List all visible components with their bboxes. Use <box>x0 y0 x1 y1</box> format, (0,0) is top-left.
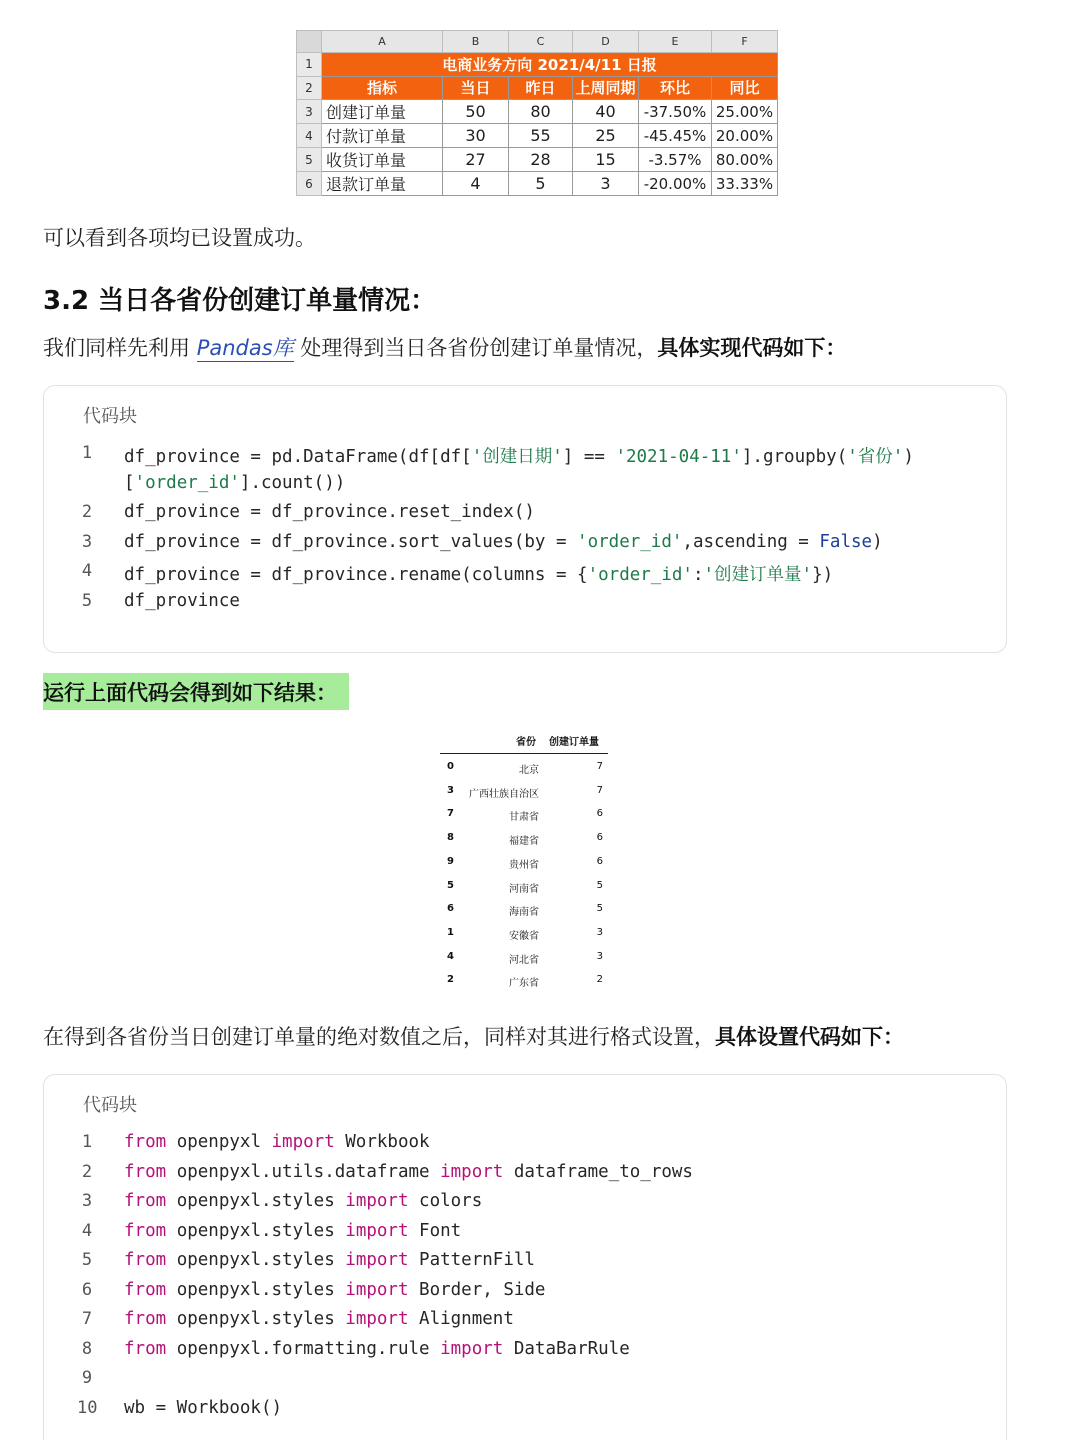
dataframe-count: 2 <box>596 974 603 986</box>
line-number: 3 <box>81 531 93 552</box>
paragraph-intro <box>43 332 846 362</box>
excel-row <box>297 100 778 124</box>
excel-col-header: C <box>509 31 573 53</box>
dataframe-province: 河南省 <box>509 883 539 895</box>
code-text: ['order_id'].count()) <box>124 472 346 493</box>
line-number: 2 <box>81 502 93 522</box>
excel-header-cell: 指标 <box>322 76 443 100</box>
dataframe-count: 7 <box>596 784 603 796</box>
dataframe-count: 7 <box>596 761 603 772</box>
dataframe-row <box>440 903 608 923</box>
excel-column-header-row <box>297 31 778 53</box>
excel-cell: 退款订单量 <box>322 172 443 196</box>
dataframe-count: 6 <box>596 855 603 867</box>
excel-cell: 40 <box>573 100 639 124</box>
excel-cell: -37.50% <box>639 100 712 124</box>
dataframe-index: 9 <box>447 855 454 867</box>
dataframe-row <box>440 785 608 805</box>
excel-row <box>297 124 778 148</box>
excel-cell: 20.00% <box>712 124 778 148</box>
dataframe-province: 广西壮族自治区 <box>469 788 539 800</box>
paragraph-bold: 具体实现代码如下： <box>657 336 847 360</box>
excel-header-cell: 昨日 <box>509 76 573 100</box>
dataframe-index: 6 <box>447 903 454 915</box>
excel-row-number: 1 <box>297 53 322 77</box>
line-number: 1 <box>81 443 93 463</box>
excel-cell: 25 <box>573 124 639 148</box>
line-number: 10 <box>77 1397 98 1418</box>
dataframe-index: 4 <box>447 950 454 962</box>
code-text: df_province = df_province.reset_index() <box>124 502 535 522</box>
excel-col-header: A <box>322 31 443 53</box>
code-text: from openpyxl.styles import Font <box>124 1220 462 1241</box>
dataframe-header-rule <box>440 753 608 754</box>
code-text: from openpyxl.styles import Alignment <box>124 1309 514 1329</box>
dataframe-row <box>440 832 608 852</box>
dataframe-count: 5 <box>596 879 603 891</box>
dataframe-province: 广东省 <box>509 978 539 990</box>
excel-cell: 80.00% <box>712 148 778 172</box>
dataframe-index: 7 <box>447 808 454 820</box>
line-number: 2 <box>81 1161 93 1182</box>
excel-row <box>297 53 778 77</box>
dataframe-count: 6 <box>596 808 603 820</box>
dataframe-count: 3 <box>596 926 603 938</box>
line-number: 5 <box>81 1250 93 1270</box>
dataframe-province: 安徽省 <box>509 930 539 942</box>
dataframe-row <box>440 927 608 947</box>
line-number: 3 <box>81 1191 93 1211</box>
excel-cell: 4 <box>443 172 509 196</box>
code-block-2 <box>43 1074 1007 1440</box>
dataframe-province: 甘肃省 <box>509 812 539 824</box>
dataframe-row <box>440 856 608 876</box>
paragraph-text: 我们同样先利用 <box>43 336 197 360</box>
dataframe-province: 北京 <box>519 765 539 776</box>
dataframe-index: 5 <box>447 879 454 891</box>
excel-header-cell: 环比 <box>639 76 712 100</box>
paragraph-text: 处理得到当日各省份创建订单量情况， <box>293 336 658 360</box>
code-text: df_province = df_province.sort_values(by = 'order_id',ascending = False) <box>124 531 883 552</box>
dataframe-index: 1 <box>447 926 454 938</box>
excel-cell: -20.00% <box>639 172 712 196</box>
code-text: from openpyxl.utils.dataframe import dataframe_to_rows <box>124 1161 693 1182</box>
excel-cell: 50 <box>443 100 509 124</box>
code-text: df_province = pd.DataFrame(df[df['创建日期'] == '2021-04-11'].groupby('省份') <box>124 447 914 467</box>
dataframe-row <box>440 974 608 994</box>
dataframe-province: 河北省 <box>509 954 539 966</box>
line-number: 5 <box>81 590 93 611</box>
excel-cell: 3 <box>573 172 639 196</box>
dataframe-row <box>440 951 608 971</box>
excel-cell: 付款订单量 <box>322 124 443 148</box>
excel-corner <box>297 31 322 53</box>
excel-cell: 25.00% <box>712 100 778 124</box>
excel-cell: 80 <box>509 100 573 124</box>
code-text: from openpyxl.formatting.rule import DataBarRule <box>124 1338 630 1359</box>
code-text: df_province <box>124 590 240 611</box>
excel-cell: 55 <box>509 124 573 148</box>
excel-cell: -3.57% <box>639 148 712 172</box>
excel-screenshot <box>296 30 778 196</box>
code-text: from openpyxl.styles import Border, Side <box>124 1279 546 1300</box>
line-number: 4 <box>81 561 93 581</box>
paragraph-text: 在得到各省份当日创建订单量的绝对数值之后，同样对其进行格式设置， <box>43 1025 715 1049</box>
dataframe-row <box>440 761 608 781</box>
excel-header-cell: 上周同期 <box>573 76 639 100</box>
dataframe-province: 贵州省 <box>509 859 539 871</box>
code-text: df_province = df_province.rename(columns = {'order_id':'创建订单量'}) <box>124 565 834 585</box>
code-block-label: 代码块 <box>83 1095 137 1116</box>
excel-cell: 33.33% <box>712 172 778 196</box>
excel-cell: 5 <box>509 172 573 196</box>
line-number: 6 <box>81 1279 93 1300</box>
code-text: from openpyxl.styles import PatternFill <box>124 1250 535 1270</box>
excel-cell: 15 <box>573 148 639 172</box>
line-number: 8 <box>81 1338 93 1359</box>
excel-row <box>297 148 778 172</box>
excel-col-header: E <box>639 31 712 53</box>
paragraph-format <box>43 1021 904 1051</box>
pandas-link[interactable]: Pandas库 <box>196 336 294 360</box>
code-block-label: 代码块 <box>83 406 137 427</box>
line-number: 4 <box>81 1220 93 1241</box>
excel-row-number: 5 <box>297 148 322 172</box>
line-number: 7 <box>81 1309 93 1329</box>
dataframe-count: 3 <box>596 950 603 962</box>
dataframe-index: 0 <box>447 761 454 772</box>
excel-cell: 收货订单量 <box>322 148 443 172</box>
excel-row <box>297 76 778 100</box>
dataframe-index: 3 <box>447 784 454 796</box>
paragraph-success: 可以看到各项均已设置成功。 <box>43 226 316 250</box>
excel-row-number: 3 <box>297 100 322 124</box>
code-text: wb = Workbook() <box>124 1397 283 1418</box>
dataframe-row <box>440 808 608 828</box>
dataframe-index: 2 <box>447 974 454 986</box>
highlighted-caption: 运行上面代码会得到如下结果： <box>43 673 349 710</box>
excel-cell: 30 <box>443 124 509 148</box>
excel-header-cell: 当日 <box>443 76 509 100</box>
code-text: from openpyxl import Workbook <box>124 1132 430 1152</box>
excel-row <box>297 172 778 196</box>
excel-col-header: F <box>712 31 778 53</box>
excel-title-cell: 电商业务方向 2021/4/11 日报 <box>322 53 778 77</box>
section-heading: 3.2 当日各省份创建订单量情况： <box>43 286 437 316</box>
line-number: 9 <box>81 1368 93 1388</box>
excel-col-header: D <box>573 31 639 53</box>
paragraph-bold: 具体设置代码如下： <box>715 1025 904 1049</box>
dataframe-column-header: 创建订单量 <box>549 737 599 748</box>
line-number: 1 <box>81 1132 93 1152</box>
dataframe-province: 福建省 <box>509 836 539 848</box>
excel-col-header: B <box>443 31 509 53</box>
dataframe-count: 5 <box>596 903 603 915</box>
code-block-1 <box>43 385 1007 653</box>
dataframe-count: 6 <box>596 832 603 844</box>
excel-cell: 28 <box>509 148 573 172</box>
excel-cell: 27 <box>443 148 509 172</box>
excel-header-cell: 同比 <box>712 76 778 100</box>
excel-cell: -45.45% <box>639 124 712 148</box>
excel-row-number: 4 <box>297 124 322 148</box>
dataframe-column-header: 省份 <box>516 737 536 748</box>
excel-row-number: 6 <box>297 172 322 196</box>
dataframe-index: 8 <box>447 832 454 844</box>
excel-cell: 创建订单量 <box>322 100 443 124</box>
excel-row-number: 2 <box>297 76 322 100</box>
dataframe-province: 海南省 <box>509 907 539 919</box>
dataframe-row <box>440 880 608 900</box>
code-text: from openpyxl.styles import colors <box>124 1191 483 1211</box>
